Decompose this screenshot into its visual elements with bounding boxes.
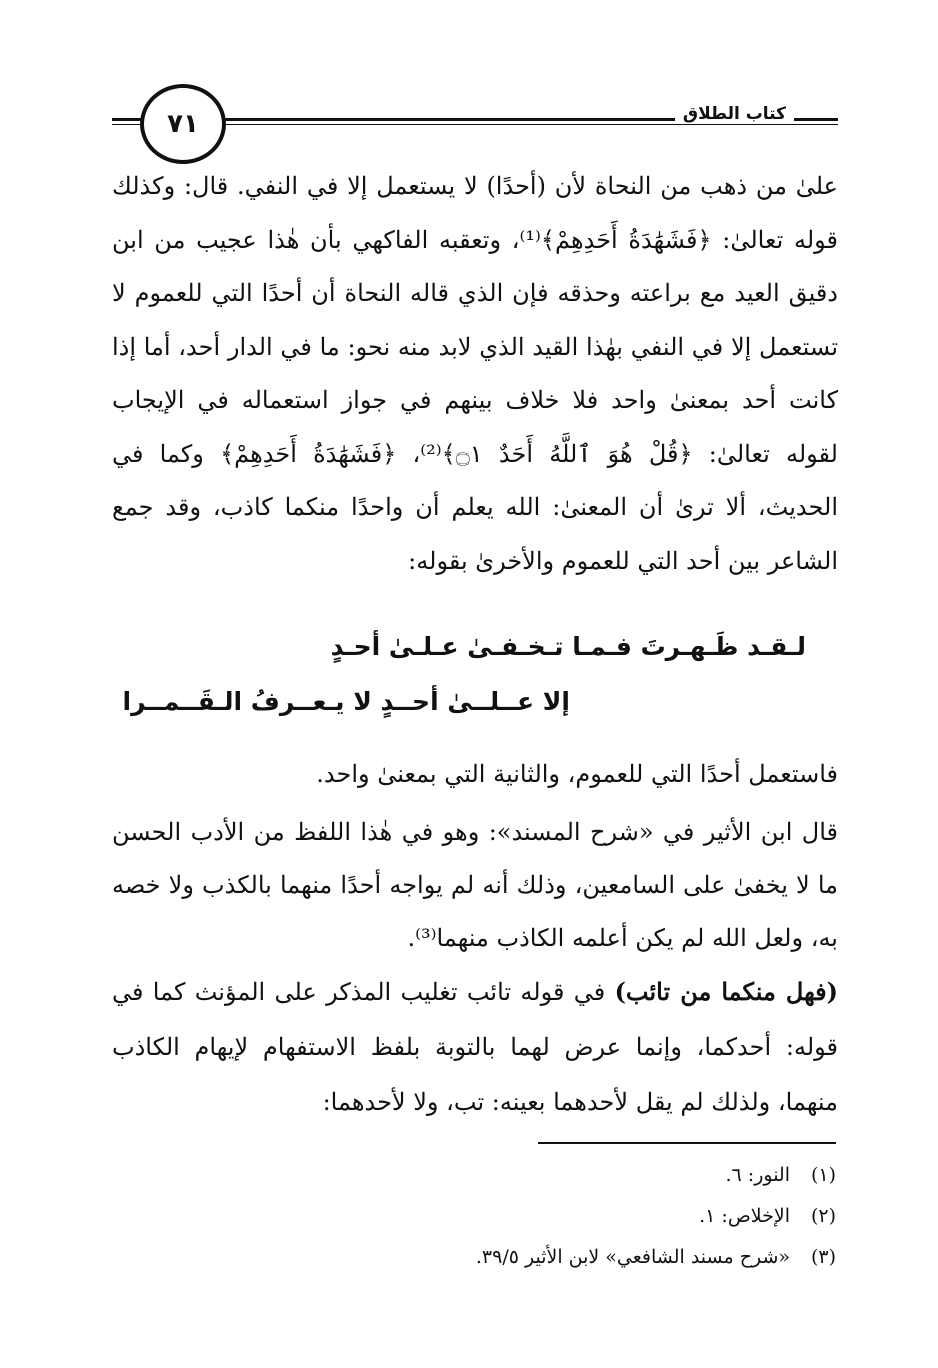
footnote-text: النور: ٦.: [725, 1164, 790, 1186]
paragraph-2: فاستعمل أحدًا التي للعموم، والثانية التي بمعنىٰ واحد.: [316, 760, 838, 788]
paragraph-4-lead: (فهل منكما من تائب): [614, 977, 838, 1006]
paragraph-1: علىٰ من ذهب من النحاة لأن (أحدًا) لا يستعمل إلا في النفي. قال: وكذلك قوله تعالىٰ: ﴿فَشَهَٰدَةُ أَحَدِهِمْ﴾⁽¹⁾، وتعقبه الفاكهي بأن هٰذا عجيب من ابن دقيق العيد مع براعته وحذقه فإن الذي قاله النحاة أن أحدًا التي للعموم لا تستعمل إلا في النفي بهٰذا القيد الذي لابد منه نحو: ما في الدار أحد، أما إذا كانت أحد بمعنىٰ واحد فلا خلاف بينهم في جواز استعماله في الإيجاب لقوله تعالىٰ: ﴿قُلْ هُوَ ٱللَّهُ أَحَدٌ ۝١﴾⁽²⁾، ﴿فَشَهَٰدَةُ أَحَدِهِمْ﴾ وكما في الحديث، ألا ترىٰ أن المعنىٰ: الله يعلم أن واحدًا منكما كاذب، وقد جمع الشاعر بين أحد التي للعموم والأخرىٰ بقوله:: [112, 172, 839, 575]
footnote-number: (٢): [810, 1205, 836, 1227]
footnote-divider: [538, 1142, 836, 1144]
page-number-badge: [140, 84, 226, 164]
book-title: كتاب الطلاق: [675, 104, 794, 124]
paragraph-3: قال ابن الأثير في «شرح المسند»: وهو في هٰذا اللفظ من الأدب الحسن ما لا يخفىٰ على السامعين، وذلك أنه لم يواجه أحدًا منهما بالكذب ولا خصه به، ولعل الله لم يكن أعلمه الكاذب منهما⁽³⁾.: [112, 818, 839, 952]
footnote-number: (٣): [810, 1246, 836, 1268]
paragraph-4: [112, 964, 838, 1130]
verse-line-2: إلا عــلــىٰ أحــدٍ لا يـعــرفُ الـقَــمــرا: [122, 687, 570, 716]
page-header: [112, 82, 838, 162]
footnote-text: «شرح مسند الشافعي» لابن الأثير ٣٩/٥.: [475, 1246, 790, 1268]
footnote-2: [476, 1196, 836, 1237]
footnotes: [476, 1155, 836, 1278]
footnote-1: [476, 1155, 836, 1196]
footnote-number: (١): [810, 1164, 836, 1186]
footnote-text: الإخلاص: ١.: [699, 1205, 790, 1227]
paragraph-4-rest: في قوله تائب تغليب المذكر على المؤنث كما في قوله: أحدكما، وإنما عرض لهما بالتوبة بلفظ الاستفهام لإيهام الكاذب منهما، ولذلك لم يقل لأحدهما بعينه: تب، ولا لأحدهما:: [112, 978, 838, 1116]
page-number: ٧١: [167, 109, 199, 139]
verse-line-1: لـقـد ظَـهـرتَ فـمـا تـخـفـىٰ عـلـىٰ أحـدٍ: [330, 632, 806, 661]
footnote-3: [476, 1237, 836, 1278]
